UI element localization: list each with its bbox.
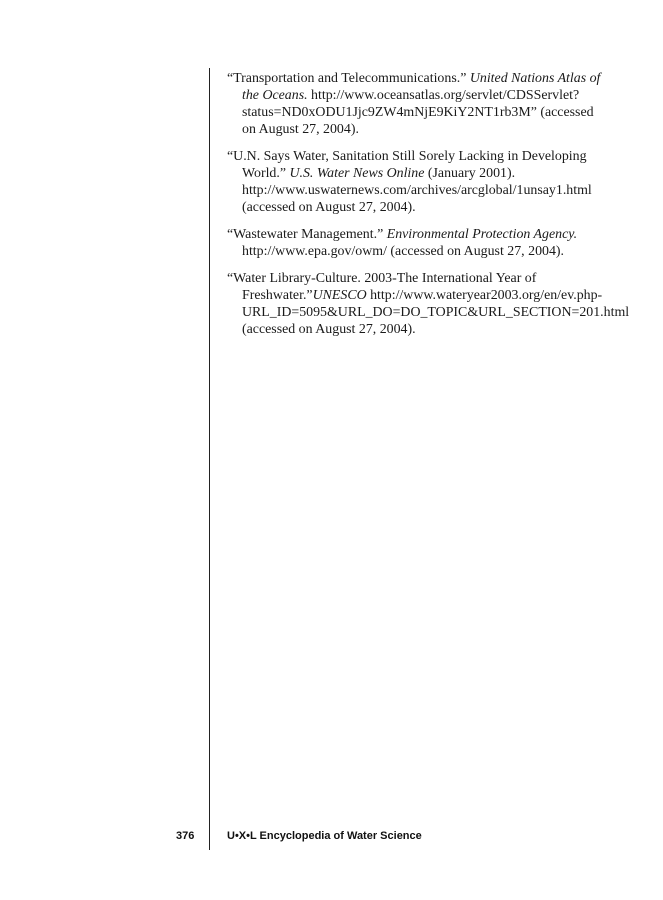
reference-item	[227, 148, 607, 216]
reference-url-and-access: (January 2001). http://www.uswaternews.com/archives/arcglobal/1unsay1.html (accessed on August 27, 2004).	[242, 166, 592, 215]
reference-source-title: United Nations Atlas of the Oceans.	[242, 71, 601, 103]
margin-rule	[209, 68, 210, 850]
reference-text: “Wastewater Management.”	[227, 227, 387, 242]
reference-text: “U.N. Says Water, Sanitation Still Sorely Lacking in Developing World.”	[227, 149, 587, 181]
reference-source-title: U.S. Water News Online	[289, 166, 425, 181]
reference-url-and-access: http://www.wateryear2003.org/en/ev.php-URL_ID=5095&URL_DO=DO_TOPIC&URL_SECTION=201.html (accessed on August 27, 2004).	[242, 288, 630, 337]
reference-source-title: UNESCO	[312, 288, 367, 303]
reference-source-title: Environmental Protection Agency.	[386, 227, 578, 242]
reference-item	[227, 270, 630, 338]
reference-text: “Water Library-Culture. 2003-The International Year of Freshwater.”	[227, 271, 537, 303]
reference-item	[227, 70, 607, 138]
running-footer-title: U•X•L Encyclopedia of Water Science	[227, 830, 422, 842]
reference-url-and-access: http://www.epa.gov/owm/ (accessed on August 27, 2004).	[242, 244, 565, 259]
reference-list	[227, 70, 630, 348]
reference-url-and-access: http://www.oceansatlas.org/servlet/CDSServlet?status=ND0xODU1Jjc9ZW4mNjE9KiY2NT1rb3M” (accessed on August 27, 2004).	[242, 88, 594, 137]
page-number: 376	[176, 830, 195, 842]
reference-text: “Transportation and Telecommunications.”	[227, 71, 470, 86]
reference-item	[227, 226, 607, 260]
